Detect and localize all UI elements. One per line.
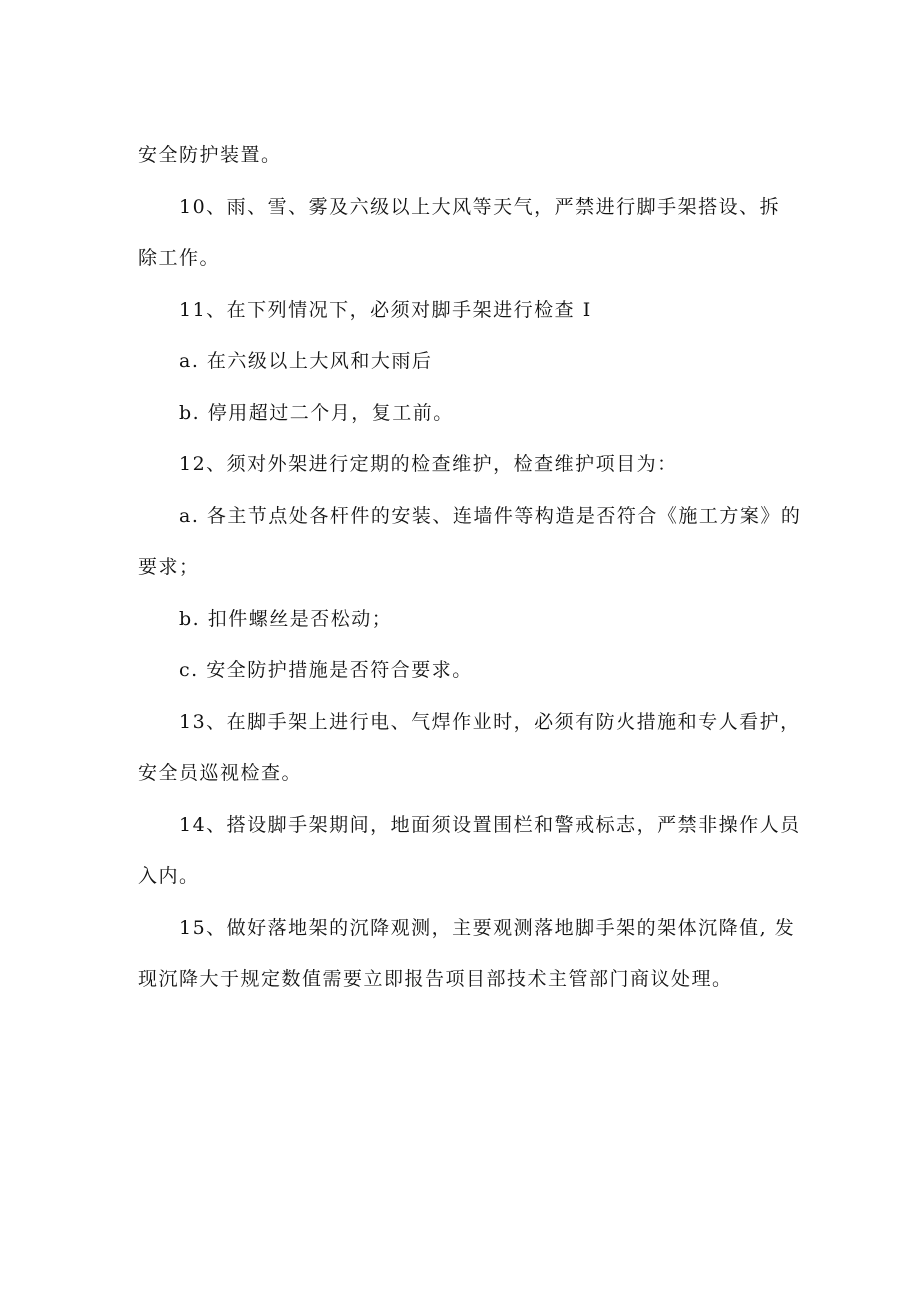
text-line: c. 安全防护措施是否符合要求。 — [179, 659, 473, 681]
text-line: a. 各主节点处各杆件的安装、连墙件等构造是否符合《施工方案》的 — [179, 505, 802, 527]
text-line: 11、在下列情况下，必须对脚手架进行检查 I — [179, 299, 592, 321]
text-line: b. 扣件螺丝是否松动； — [179, 608, 393, 630]
text-line: 现沉降大于规定数值需要立即报告项目部技术主管部门商议处理。 — [138, 968, 733, 990]
text-line: 14、搭设脚手架期间，地面须设置围栏和警戒标志，严禁非操作人员 — [179, 814, 801, 836]
text-line: 入内。 — [138, 865, 200, 887]
text-line: 除工作。 — [138, 247, 221, 269]
text-line: 安全防护装置。 — [138, 144, 282, 166]
text-line: 安全员巡视检查。 — [138, 762, 303, 784]
text-line: 13、在脚手架上进行电、气焊作业时，必须有防火措施和专人看护， — [179, 711, 801, 733]
text-line: b. 停用超过二个月，复工前。 — [179, 402, 454, 424]
text-line: 12、须对外架进行定期的检查维护，检查维护项目为： — [179, 453, 678, 475]
text-line: 10、雨、雪、雾及六级以上大风等天气，严禁进行脚手架搭设、拆 — [179, 196, 781, 218]
text-line: 15、做好落地架的沉降观测，主要观测落地脚手架的架体沉降值, 发 — [179, 917, 796, 939]
text-line: a. 在六级以上大风和大雨后 — [179, 350, 433, 372]
text-line: 要求； — [138, 556, 200, 578]
